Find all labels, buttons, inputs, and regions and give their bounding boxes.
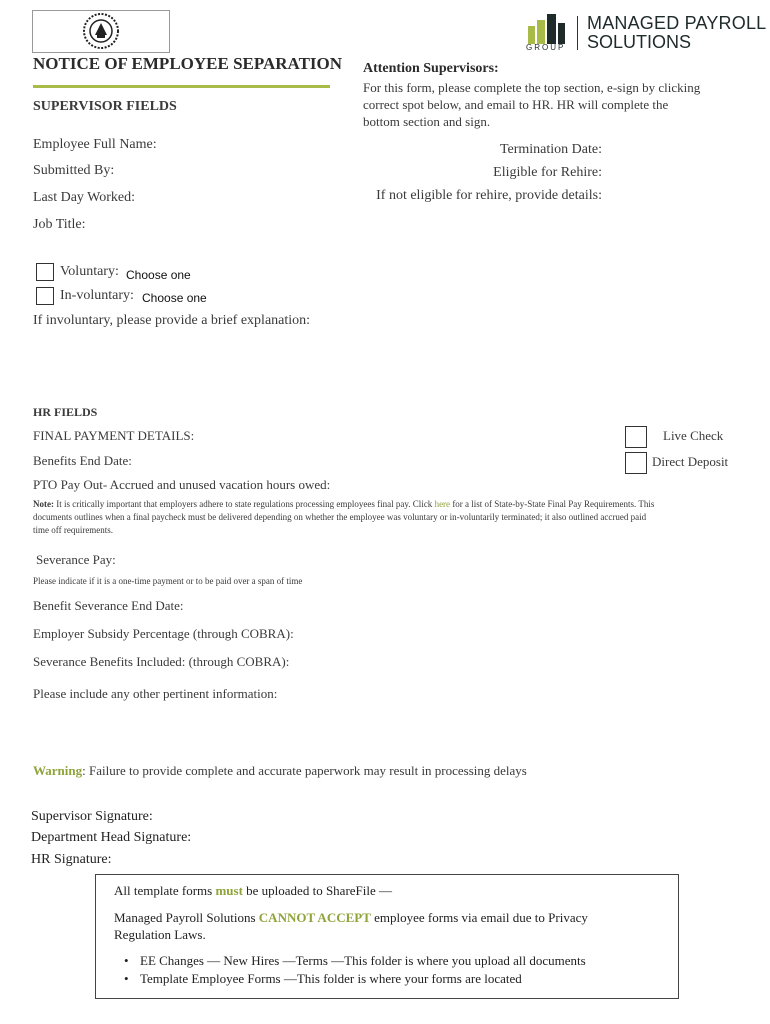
benefits-end-date-field[interactable]: Benefits End Date: [33,453,132,468]
notice-bullet-item [124,953,586,971]
notice-bullet-item [124,971,586,989]
warning-label: Warning [33,763,83,778]
attention-heading: Attention Supervisors: [363,61,499,76]
notice-line-2 [114,910,588,926]
employee-name-field[interactable]: Employee Full Name: [33,137,157,152]
direct-deposit-checkbox[interactable] [625,452,647,474]
notice-line-2-post: employee forms via email due to Privacy [370,910,588,925]
other-info-field[interactable]: Please include any other pertinent information: [33,686,278,701]
attention-line-2: correct spot below, and email to HR. HR will complete the [363,97,669,112]
note-text-pre: It is critically important that employers adhere to state regulations processing employees final pay. Click [54,499,435,509]
submitted-by-field[interactable]: Submitted By: [33,163,115,178]
pto-payout-field[interactable]: PTO Pay Out- Accrued and unused vacation hours owed: [33,477,331,492]
company-seal-icon [81,11,121,51]
notice-bullet-text: EE Changes — New Hires —Terms —This folder is where you upload all documents [140,953,586,968]
involuntary-explanation-field[interactable]: If involuntary, please provide a brief explanation: [33,313,311,328]
notice-line-1-pre: All template forms [114,883,216,898]
note-text-post: for a list of State-by-State Final Pay Requirements. This [450,499,655,509]
eligible-rehire-field[interactable]: Eligible for Rehire: [493,165,602,180]
note-label: Note: [33,499,54,509]
company-logo-box [32,10,170,53]
involuntary-label: In-voluntary: [60,288,134,303]
supervisor-signature-field[interactable]: Supervisor Signature: [31,809,153,824]
direct-deposit-label: Direct Deposit [652,454,729,469]
brand-name-top: MANAGED PAYROLL [587,13,767,33]
voluntary-checkbox[interactable] [36,263,54,281]
notice-cannot-accept-emphasis: CANNOT ACCEPT [258,910,371,925]
severance-benefits-field[interactable]: Severance Benefits Included: (through COBRA): [33,654,290,669]
final-pay-note-line-1 [33,499,654,509]
brand-divider [577,16,578,50]
last-day-worked-field[interactable]: Last Day Worked: [33,190,136,205]
title-underline [33,85,330,88]
brand-name-bottom: SOLUTIONS [587,32,692,52]
notice-line-3: Regulation Laws. [114,927,206,942]
notice-bullet-list [124,953,586,989]
final-payment-details-label: FINAL PAYMENT DETAILS: [33,428,195,443]
department-head-signature-field[interactable]: Department Head Signature: [31,830,192,845]
brand-logo [524,14,574,52]
severance-pay-hint: Please indicate if it is a one-time payment or to be paid over a span of time [33,576,303,586]
benefit-severance-end-field[interactable]: Benefit Severance End Date: [33,598,184,613]
not-eligible-details-field[interactable]: If not eligible for rehire, provide details: [376,188,602,203]
attention-line-1: For this form, please complete the top section, e-sign by clicking [363,80,701,95]
warning-message [33,763,527,779]
supervisor-fields-heading: SUPERVISOR FIELDS [33,99,177,114]
page-title: NOTICE OF EMPLOYEE SEPARATION [33,54,343,73]
hr-fields-heading: HR FIELDS [33,405,98,419]
voluntary-label: Voluntary: [60,264,119,279]
attention-line-3: bottom section and sign. [363,114,491,129]
warning-text: : Failure to provide complete and accurate paperwork may result in processing delays [82,763,527,778]
voluntary-choice-dropdown[interactable]: Choose one [126,268,191,282]
employer-subsidy-field[interactable]: Employer Subsidy Percentage (through COBRA): [33,626,294,641]
notice-line-2-pre: Managed Payroll Solutions [114,910,259,925]
involuntary-choice-dropdown[interactable]: Choose one [142,291,207,305]
notice-line-1-post: be uploaded to ShareFile — [242,883,393,898]
notice-bullet-text: Template Employee Forms —This folder is where your forms are located [140,971,522,986]
notice-must-emphasis: must [215,883,243,898]
sharefile-notice-box [95,874,679,999]
bullet-dot-icon: • [124,971,129,986]
job-title-field[interactable]: Job Title: [33,217,86,232]
state-final-pay-link[interactable]: here [434,499,451,509]
building-logo-icon [526,14,572,44]
bullet-dot-icon: • [124,953,129,968]
live-check-label: Live Check [663,428,724,443]
brand-group-label: GROUP [526,43,566,52]
live-check-checkbox[interactable] [625,426,647,448]
hr-signature-field[interactable]: HR Signature: [31,852,112,867]
final-pay-note-line-3: time off requirements. [33,525,114,535]
final-pay-note-line-2: documents outlines when a final paycheck must be delivered depending on whether the employee was voluntary or in-voluntarily terminated; it also outlined accrued paid [33,512,647,522]
involuntary-checkbox[interactable] [36,287,54,305]
notice-line-1 [114,883,392,899]
severance-pay-field[interactable]: Severance Pay: [36,552,116,567]
termination-date-field[interactable]: Termination Date: [499,142,602,157]
